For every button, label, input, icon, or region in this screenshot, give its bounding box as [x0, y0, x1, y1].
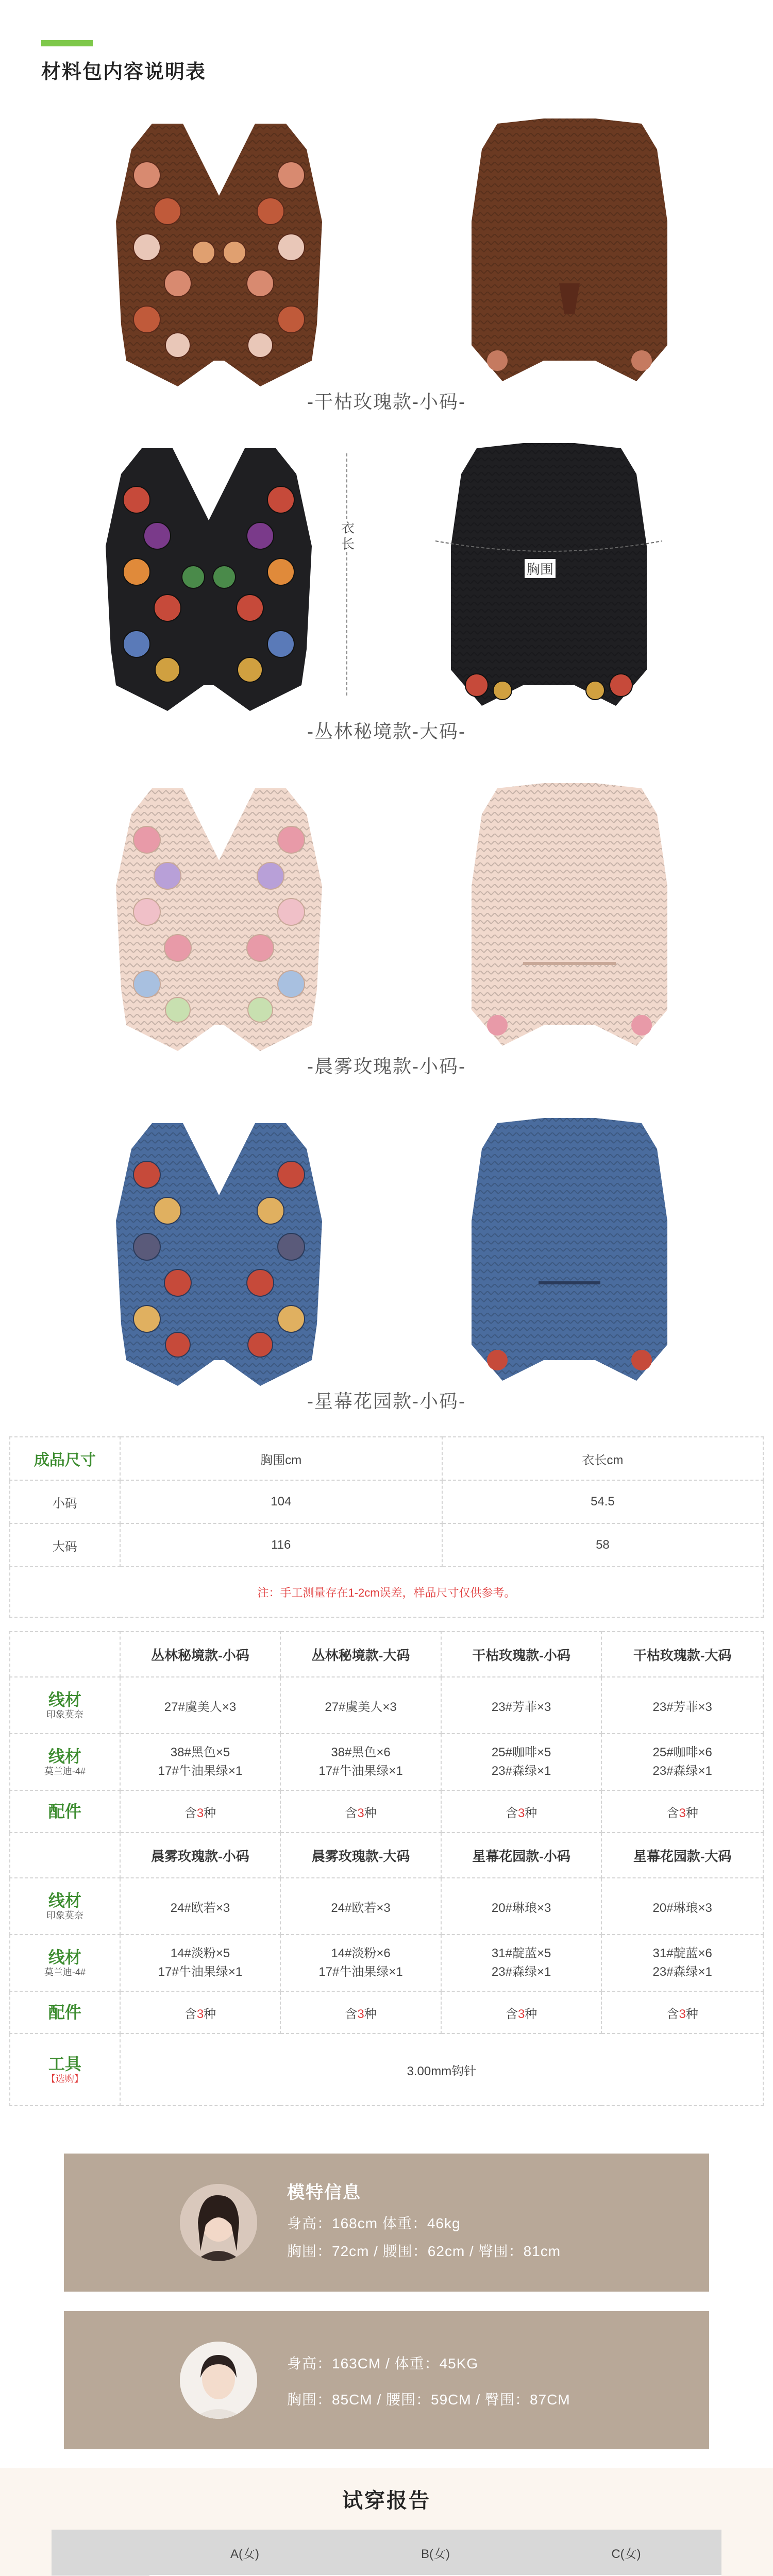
table-row — [10, 2033, 763, 2106]
product-caption: -干枯玫瑰款-小码- — [307, 391, 466, 412]
vest-back-image — [441, 783, 698, 1056]
column-header: 干枯玫瑰款-大码 — [601, 1632, 763, 1677]
row-label: 线材 印象莫奈 — [10, 1878, 120, 1935]
column-header: A(女) — [149, 2530, 340, 2575]
table-row — [10, 1935, 763, 1991]
avatar — [180, 2342, 257, 2419]
model-info-card — [64, 2311, 709, 2449]
vest-back-image — [441, 1118, 698, 1391]
table-row — [10, 1991, 763, 2033]
length-header: 衣长cm — [442, 1437, 763, 1480]
row-label: 线材 印象莫奈 — [10, 1677, 120, 1734]
cell: 含3种 — [120, 1991, 281, 2033]
chest-label: 胸围 — [525, 559, 556, 578]
cell: 27#虞美人×3 — [280, 1677, 441, 1734]
cell: 20#琳琅×3 — [441, 1878, 602, 1935]
size-note: 注：手工测量存在1-2cm误差，样品尺寸仅供参考。 — [10, 1567, 763, 1617]
column-header: 干枯玫瑰款-小码 — [441, 1632, 602, 1677]
cell: 含3种 — [441, 1991, 602, 2033]
cell: 23#芳菲×3 — [601, 1677, 763, 1734]
cell: 含3种 — [601, 1991, 763, 2033]
tool-value: 3.00mm钩针 — [120, 2033, 763, 2106]
product-caption: -丛林秘境款-大码- — [307, 721, 466, 742]
cell: 20#琳琅×3 — [601, 1878, 763, 1935]
product-jungle-secret — [0, 443, 773, 711]
chest-header: 胸围cm — [120, 1437, 442, 1480]
table-row — [10, 1790, 763, 1833]
vest-front-image — [80, 443, 338, 716]
size-label: 小码 — [10, 1480, 120, 1523]
cell: 含3种 — [280, 1991, 441, 2033]
cell: 25#咖啡×6 23#森绿×1 — [601, 1734, 763, 1790]
report-title: 试穿报告 — [342, 2489, 431, 2512]
header-accent-bar — [41, 40, 93, 46]
table-header-row — [52, 2530, 721, 2575]
column-header: 晨雾玫瑰款-大码 — [280, 1833, 441, 1878]
model-stats-line: 身高：168cm 体重：46kg — [287, 2215, 461, 2231]
row-label: 配件 — [10, 1790, 120, 1833]
product-starry-garden — [0, 1118, 773, 1386]
product-dried-rose — [0, 118, 773, 386]
row-label: 配件 — [10, 1991, 120, 2033]
table-row — [10, 1677, 763, 1734]
vest-back-image — [441, 118, 698, 392]
length-dimension-line — [346, 453, 348, 696]
length-label: 衣长 — [338, 520, 358, 552]
vest-front-image — [90, 118, 348, 392]
model-measurements-line: 胸围：85CM / 腰围：59CM / 臀围：87CM — [287, 2392, 570, 2408]
avatar — [180, 2184, 257, 2261]
vest-front-image — [90, 1118, 348, 1391]
column-header: 丛林秘境款-大码 — [280, 1632, 441, 1677]
model-measurements-line: 胸围：72cm / 腰围：62cm / 臀围：81cm — [287, 2243, 561, 2259]
page-title: 材料包内容说明表 — [41, 61, 207, 83]
product-morning-mist-rose — [0, 783, 773, 1051]
product-caption: -晨雾玫瑰款-小码- — [307, 1056, 466, 1077]
model-stats-line: 身高：163CM / 体重：45KG — [287, 2355, 479, 2371]
cell: 24#欧若×3 — [280, 1878, 441, 1935]
materials-table — [9, 1631, 764, 2106]
column-header: 星幕花园款-大码 — [601, 1833, 763, 1878]
cell: 24#欧若×3 — [120, 1878, 281, 1935]
column-header: B(女) — [340, 2530, 531, 2575]
chest-value: 116 — [120, 1523, 442, 1567]
cell: 含3种 — [120, 1790, 281, 1833]
row-label: 工具 【选购】 — [10, 2033, 120, 2106]
size-label: 大码 — [10, 1523, 120, 1567]
cell: 38#黑色×6 17#牛油果绿×1 — [280, 1734, 441, 1790]
size-table-title: 成品尺寸 — [10, 1437, 120, 1480]
vest-back-image — [420, 443, 678, 716]
length-value: 54.5 — [442, 1480, 763, 1523]
column-header: 星幕花园款-小码 — [441, 1833, 602, 1878]
table-row — [10, 1734, 763, 1790]
table-row — [10, 1878, 763, 1935]
cell: 14#淡粉×6 17#牛油果绿×1 — [280, 1935, 441, 1991]
length-value: 58 — [442, 1523, 763, 1567]
cell: 23#芳菲×3 — [441, 1677, 602, 1734]
model-info-card — [64, 2154, 709, 2292]
cell: 31#靛蓝×5 23#森绿×1 — [441, 1935, 602, 1991]
column-header: 晨雾玫瑰款-小码 — [120, 1833, 281, 1878]
cell: 25#咖啡×5 23#森绿×1 — [441, 1734, 602, 1790]
size-table — [9, 1436, 764, 1618]
report-table — [52, 2530, 721, 2576]
row-label: 线材 莫兰迪-4# — [10, 1935, 120, 1991]
cell: 38#黑色×5 17#牛油果绿×1 — [120, 1734, 281, 1790]
cell: 14#淡粉×5 17#牛油果绿×1 — [120, 1935, 281, 1991]
cell: 31#靛蓝×6 23#森绿×1 — [601, 1935, 763, 1991]
column-header: C(女) — [531, 2530, 721, 2575]
cell: 含3种 — [280, 1790, 441, 1833]
product-caption: -星幕花园款-小码- — [307, 1391, 466, 1412]
table-row — [10, 1480, 763, 1523]
row-label: 线材 莫兰迪-4# — [10, 1734, 120, 1790]
cell: 27#虞美人×3 — [120, 1677, 281, 1734]
table-row — [10, 1523, 763, 1567]
chest-value: 104 — [120, 1480, 442, 1523]
cell: 含3种 — [601, 1790, 763, 1833]
vest-front-image — [90, 783, 348, 1056]
model-info-title: 模特信息 — [287, 2183, 361, 2202]
cell: 含3种 — [441, 1790, 602, 1833]
column-header: 丛林秘境款-小码 — [120, 1632, 281, 1677]
